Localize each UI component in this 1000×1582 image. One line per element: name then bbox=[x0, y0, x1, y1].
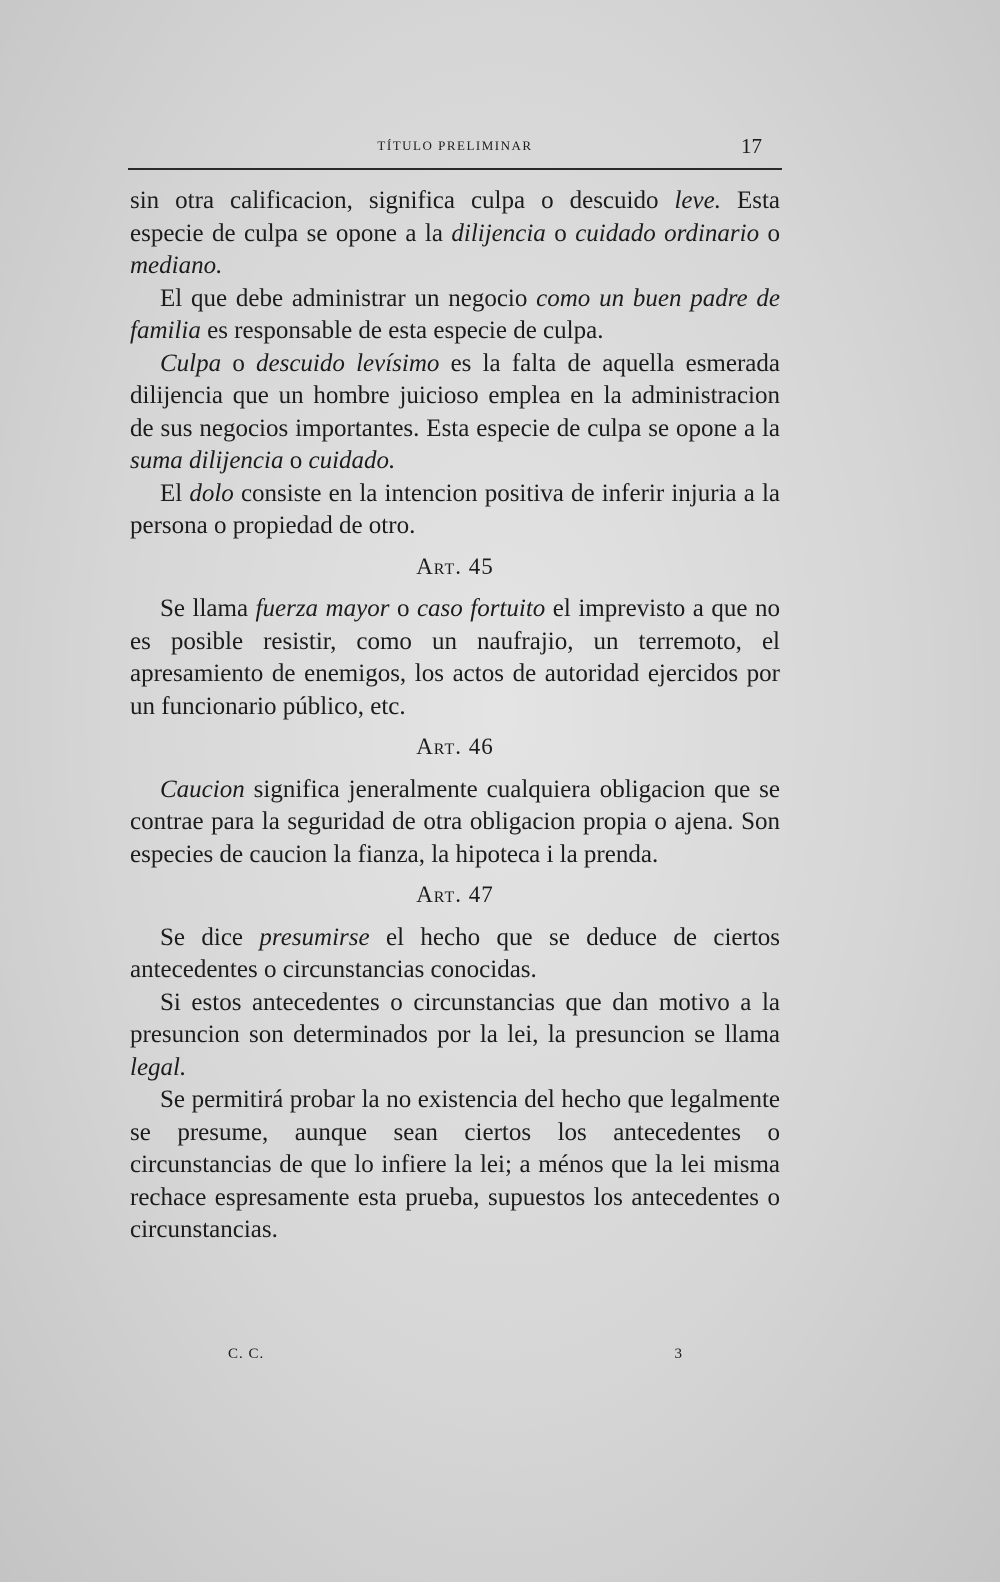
paragraph-presuncion-legal bbox=[130, 987, 780, 1085]
italic-term: caso fortuito bbox=[416, 595, 546, 622]
italic-term: dolo bbox=[189, 479, 234, 507]
text-run: consiste en la intencion positiva de inferir injuria a la persona o propiedad de otro. bbox=[130, 479, 780, 539]
paragraph-culpa-levisima bbox=[130, 348, 780, 478]
text-run: o bbox=[759, 219, 781, 247]
italic-term: como un buen padre de familia bbox=[130, 284, 780, 344]
text-run: Esta especie de culpa se opone a la bbox=[130, 187, 780, 247]
text-run: Se llama bbox=[160, 595, 256, 622]
italic-term: cuidado. bbox=[308, 447, 396, 474]
italic-term: legal. bbox=[130, 1053, 187, 1081]
text-run: sin otra calificacion, significa culpa o descuido bbox=[130, 187, 675, 214]
text-run: Se permitirá probar la no existencia del hecho que legalmente se presume, aunque sean ciertos los antecedentes o circunstancias de que lo infiere la lei; a ménos que la lei misma rechace espresamente esta prueba, supuestos los antecedentes o circunstancias. bbox=[130, 1086, 780, 1243]
article-heading-47: Art. 47 bbox=[416, 882, 494, 907]
italic-term: mediano. bbox=[130, 252, 223, 279]
running-title: TÍTULO PRELIMINAR bbox=[377, 138, 533, 153]
paragraph-presumirse bbox=[130, 922, 780, 987]
paragraph-dolo bbox=[130, 478, 780, 543]
italic-term: Caucion bbox=[160, 775, 245, 803]
italic-term: presumirse bbox=[259, 923, 370, 951]
paragraph-prueba bbox=[130, 1084, 780, 1247]
body-text bbox=[130, 185, 780, 1247]
text-run: El que debe administrar un negocio bbox=[160, 284, 537, 312]
article-heading-46: Art. 46 bbox=[416, 734, 494, 759]
italic-term: suma dilijencia bbox=[130, 447, 284, 474]
text-run: Si estos antecedentes o circunstancias que dan motivo a la presuncion son determinados por la lei, la presuncion se llama bbox=[130, 988, 780, 1048]
text-run: o bbox=[283, 447, 309, 474]
text-run: o bbox=[221, 349, 257, 377]
header-rule bbox=[128, 168, 782, 170]
italic-term: cuidado ordinario bbox=[575, 219, 760, 247]
text-run: significa jeneralmente cualquiera obligacion que se contrae para la seguridad de otra obligacion propia o ajena. Son especies de caucion la fianza, la hipoteca i la prenda. bbox=[130, 775, 780, 868]
text-run: el imprevisto a que no es posible resistir, como un naufrajio, un terremoto, el apresamiento de enemigos, los actos de autoridad ejercidos por un funcionario público, etc. bbox=[130, 595, 780, 720]
italic-term: descuido levísimo bbox=[256, 349, 440, 377]
italic-term: leve. bbox=[674, 187, 721, 214]
article-heading-45: Art. 45 bbox=[416, 553, 494, 579]
text-run: es responsable de esta especie de culpa. bbox=[200, 317, 604, 344]
signature-number: 3 bbox=[674, 1346, 682, 1362]
italic-term: dilijencia bbox=[451, 219, 546, 247]
text-run: Se dice bbox=[160, 923, 260, 951]
paragraph-culpa-leve bbox=[130, 185, 780, 283]
paragraph-caucion bbox=[130, 774, 780, 872]
page-header bbox=[128, 134, 782, 162]
italic-term: Culpa bbox=[160, 349, 222, 377]
printer-signature: C. C. bbox=[228, 1346, 265, 1362]
paragraph-fuerza-mayor bbox=[130, 593, 780, 723]
text-run: o bbox=[389, 595, 417, 622]
text-run: el hecho que se deduce de ciertos antecedentes o circunstancias conocidas. bbox=[130, 923, 780, 983]
page-number: 17 bbox=[741, 134, 762, 158]
italic-term: fuerza mayor bbox=[255, 595, 390, 622]
text-run: o bbox=[545, 219, 576, 247]
text-run: es la falta de aquella esmerada dilijencia que un hombre juicioso emplea en la administracion de sus negocios importantes. Esta especie de culpa se opone a la bbox=[130, 349, 780, 442]
paragraph-buen-padre bbox=[130, 283, 780, 348]
page-footer bbox=[128, 1346, 782, 1370]
text-run: El bbox=[160, 479, 190, 507]
